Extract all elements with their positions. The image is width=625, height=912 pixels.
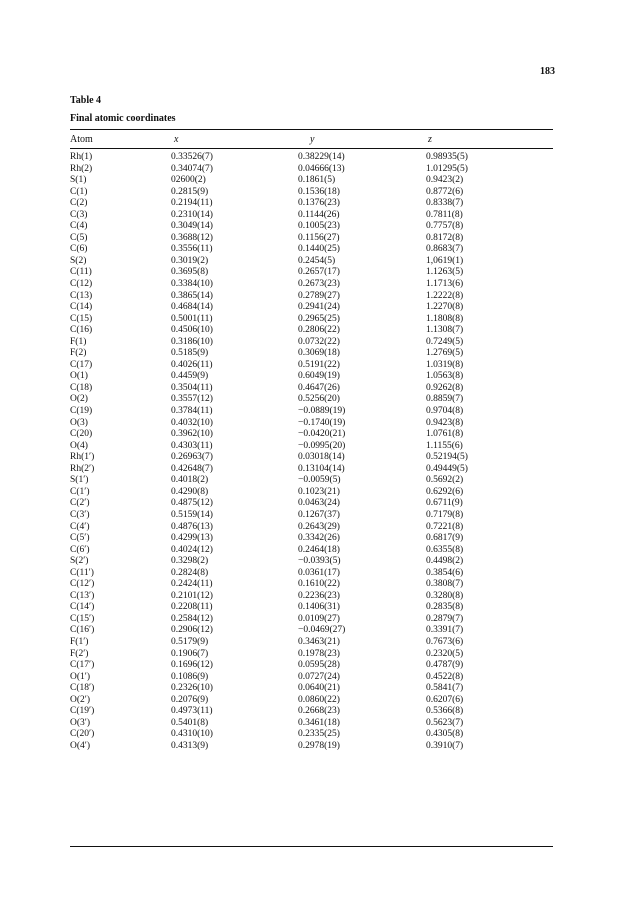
y-cell: 0.2657(17) [298, 267, 340, 278]
table-top-rule [70, 129, 553, 130]
y-cell: 0.3463(21) [298, 636, 340, 647]
atom-cell: Rh(2) [70, 163, 93, 174]
table-row [70, 591, 553, 603]
y-cell: 0.3461(18) [298, 717, 340, 728]
y-cell: 0.04666(13) [298, 163, 345, 174]
atom-cell: C(4′) [70, 521, 90, 532]
z-cell: 0.8772(6) [426, 186, 464, 197]
table-header-row [70, 134, 553, 147]
z-cell: 0.9423(2) [426, 175, 464, 186]
x-cell: 0.3504(11) [171, 382, 213, 393]
y-cell: 0.0640(21) [298, 683, 340, 694]
x-cell: 0.3688(12) [171, 232, 213, 243]
y-cell: 0.1440(25) [298, 244, 340, 255]
atom-cell: C(2) [70, 198, 88, 209]
atom-cell: C(6) [70, 244, 88, 255]
table-row [70, 637, 553, 649]
x-cell: 0.4032(10) [171, 417, 213, 428]
atom-cell: C(13) [70, 290, 93, 301]
x-cell: 0.4303(11) [171, 440, 213, 451]
header-x: x [174, 134, 179, 145]
atom-cell: O(1′) [70, 671, 91, 682]
y-cell: 0.2673(23) [298, 279, 340, 290]
atom-cell: C(11′) [70, 567, 94, 578]
y-cell: 0.2941(24) [298, 302, 340, 313]
atom-cell: C(15′) [70, 613, 95, 624]
x-cell: 0.3695(8) [171, 267, 209, 278]
table-row [70, 371, 553, 383]
z-cell: 0.8683(7) [426, 244, 464, 255]
z-cell: 0.7249(5) [426, 336, 464, 347]
x-cell: 0.2424(11) [171, 579, 213, 590]
table-row [70, 429, 553, 441]
z-cell: 0.3280(8) [426, 590, 464, 601]
table-row [70, 394, 553, 406]
atom-cell: C(4) [70, 221, 88, 232]
table-row [70, 256, 553, 268]
y-cell: 0.1267(37) [298, 509, 340, 520]
table-row [70, 383, 553, 395]
x-cell: 0.2815(9) [171, 186, 209, 197]
table-row [70, 279, 553, 291]
x-cell: 0.2310(14) [171, 209, 213, 220]
x-cell: 0.5001(11) [171, 313, 213, 324]
table-row [70, 487, 553, 499]
z-cell: 0.52194(5) [426, 452, 468, 463]
table-row [70, 452, 553, 464]
atom-cell: Rh(1′) [70, 452, 95, 463]
table-row [70, 568, 553, 580]
z-cell: 1.1308(7) [426, 325, 464, 336]
atom-cell: C(6′) [70, 544, 90, 555]
y-cell: 0.3342(26) [298, 533, 340, 544]
z-cell: 1.2270(8) [426, 302, 464, 313]
atom-cell: C(16′) [70, 625, 95, 636]
x-cell: 0.4018(2) [171, 475, 209, 486]
table-row [70, 683, 553, 695]
z-cell: 0.98935(5) [426, 152, 468, 162]
x-cell: 0.3784(11) [171, 406, 213, 417]
z-cell: 0.2879(7) [426, 613, 464, 624]
x-cell: 0.2326(10) [171, 683, 213, 694]
z-cell: 0.8338(7) [426, 198, 464, 209]
y-cell: 0.2643(29) [298, 521, 340, 532]
table-row [70, 418, 553, 430]
atom-cell: O(4) [70, 440, 88, 451]
y-cell: 0.1536(18) [298, 186, 340, 197]
z-cell: 0.8859(7) [426, 394, 464, 405]
table-row [70, 718, 553, 730]
x-cell: 0.3384(10) [171, 279, 213, 290]
x-cell: 0.3865(14) [171, 290, 213, 301]
z-cell: 0.49449(5) [426, 463, 468, 474]
table-row [70, 475, 553, 487]
y-cell: 0.0860(22) [298, 694, 340, 705]
y-cell: −0.0393(5) [298, 556, 341, 567]
table-row [70, 522, 553, 534]
atom-cell: O(1) [70, 371, 88, 382]
z-cell: 0.9262(8) [426, 382, 464, 393]
z-cell: 0.5692(2) [426, 475, 464, 486]
y-cell: 0.3069(18) [298, 348, 340, 359]
z-cell: 1.2769(5) [426, 348, 464, 359]
header-y: y [310, 134, 315, 145]
atom-cell: C(5) [70, 232, 88, 243]
z-cell: 1.1155(6) [426, 440, 463, 451]
z-cell: 0.7673(6) [426, 636, 464, 647]
z-cell: 1.1808(8) [426, 313, 464, 324]
atom-cell: C(3) [70, 209, 88, 220]
y-cell: 0.1144(26) [298, 209, 340, 220]
y-cell: −0.0889(19) [298, 406, 346, 417]
y-cell: 0.0361(17) [298, 567, 340, 578]
x-cell: 0.3557(12) [171, 394, 213, 405]
y-cell: 0.38229(14) [298, 152, 345, 162]
table-row [70, 649, 553, 661]
atom-cell: O(3′) [70, 717, 91, 728]
table-row [70, 267, 553, 279]
x-cell: 0.2194(11) [171, 198, 213, 209]
x-cell: 0.34074(7) [171, 163, 213, 174]
z-cell: 0.3808(7) [426, 579, 464, 590]
atom-cell: C(18) [70, 382, 93, 393]
y-cell: 0.03018(14) [298, 452, 345, 463]
z-cell: 0.9423(8) [426, 417, 464, 428]
atom-cell: S(1) [70, 175, 87, 186]
atom-cell: O(2) [70, 394, 88, 405]
y-cell: −0.0995(20) [298, 440, 346, 451]
z-cell: 0.2835(8) [426, 602, 464, 613]
table-row [70, 625, 553, 637]
table-label: Table 4 [70, 95, 102, 106]
table-row [70, 672, 553, 684]
atom-cell: O(2′) [70, 694, 91, 705]
z-cell: 1.1713(6) [426, 279, 464, 290]
x-cell: 0.5185(9) [171, 348, 209, 359]
y-cell: 0.0727(24) [298, 671, 340, 682]
z-cell: 1.01295(5) [426, 163, 468, 174]
table-row [70, 360, 553, 372]
y-cell: 0.1023(21) [298, 486, 340, 497]
atom-cell: Rh(1) [70, 152, 93, 162]
atom-cell: C(16) [70, 325, 93, 336]
z-cell: 0.3854(6) [426, 567, 464, 578]
z-cell: 0.5841(7) [426, 683, 464, 694]
z-cell: 1.0761(8) [426, 429, 464, 440]
atom-cell: C(5′) [70, 533, 90, 544]
y-cell: 0.1406(31) [298, 602, 340, 613]
x-cell: 0.1906(7) [171, 648, 209, 659]
table-row [70, 291, 553, 303]
y-cell: 0.0109(27) [298, 613, 340, 624]
y-cell: −0.0420(21) [298, 429, 346, 440]
y-cell: −0.1740(19) [298, 417, 346, 428]
y-cell: 0.2806(22) [298, 325, 340, 336]
table-row [70, 660, 553, 672]
x-cell: 0.2824(8) [171, 567, 209, 578]
atom-cell: S(2′) [70, 556, 89, 567]
z-cell: 0.2320(5) [426, 648, 464, 659]
x-cell: 0.33526(7) [171, 152, 213, 162]
header-z: z [428, 134, 432, 145]
z-cell: 1,0619(1) [426, 255, 464, 266]
atom-cell: S(1′) [70, 475, 89, 486]
z-cell: 0.7221(8) [426, 521, 464, 532]
y-cell: 0.1861(5) [298, 175, 336, 186]
x-cell: 0.4290(8) [171, 486, 209, 497]
x-cell: 0.2584(12) [171, 613, 213, 624]
atom-cell: C(19) [70, 406, 93, 417]
atom-cell: C(14) [70, 302, 93, 313]
table-row [70, 614, 553, 626]
table-row [70, 441, 553, 453]
y-cell: −0.0469(27) [298, 625, 346, 636]
z-cell: 0.6711(9) [426, 498, 463, 509]
table-row [70, 741, 553, 753]
x-cell: 0.26963(7) [171, 452, 213, 463]
atom-cell: Rh(2′) [70, 463, 95, 474]
y-cell: 0.2236(23) [298, 590, 340, 601]
x-cell: 0.4313(9) [171, 740, 209, 751]
header-atom: Atom [70, 134, 93, 145]
x-cell: 0.2076(9) [171, 694, 209, 705]
x-cell: 0.5159(14) [171, 509, 213, 520]
y-cell: 0.4647(26) [298, 382, 340, 393]
table-row [70, 602, 553, 614]
atom-cell: C(15) [70, 313, 93, 324]
z-cell: 0.6355(8) [426, 544, 464, 555]
x-cell: 0.3049(14) [171, 221, 213, 232]
z-cell: 0.6817(9) [426, 533, 464, 544]
atom-cell: C(18′) [70, 683, 95, 694]
table-row [70, 695, 553, 707]
atom-cell: C(19′) [70, 706, 95, 717]
z-cell: 0.7757(8) [426, 221, 464, 232]
x-cell: 0.4684(14) [171, 302, 213, 313]
z-cell: 0.6207(6) [426, 694, 464, 705]
atom-cell: C(1) [70, 186, 88, 197]
y-cell: 0.1610(22) [298, 579, 340, 590]
z-cell: 0.4305(8) [426, 729, 464, 740]
table-row [70, 325, 553, 337]
table-row [70, 498, 553, 510]
y-cell: 0.2789(27) [298, 290, 340, 301]
x-cell: 0.4876(13) [171, 521, 213, 532]
atom-cell: C(17) [70, 359, 93, 370]
z-cell: 0.4522(8) [426, 671, 464, 682]
table-row [70, 221, 553, 233]
atom-cell: C(17′) [70, 660, 95, 671]
x-cell: 0.4506(10) [171, 325, 213, 336]
atom-cell: C(20) [70, 429, 93, 440]
x-cell: 0.3186(10) [171, 336, 213, 347]
table-row [70, 579, 553, 591]
z-cell: 0.7811(8) [426, 209, 463, 220]
atom-cell: C(12′) [70, 579, 95, 590]
atom-cell: O(4′) [70, 740, 91, 751]
table-row [70, 729, 553, 741]
atom-cell: C(12) [70, 279, 93, 290]
atom-cell: C(11) [70, 267, 92, 278]
table-bottom-rule [70, 846, 553, 847]
y-cell: 0.0732(22) [298, 336, 340, 347]
x-cell: 0.3962(10) [171, 429, 213, 440]
x-cell: 0.4875(12) [171, 498, 213, 509]
table-row [70, 244, 553, 256]
x-cell: 0.2101(12) [171, 590, 213, 601]
x-cell: 0.3298(2) [171, 556, 209, 567]
y-cell: 0.2978(19) [298, 740, 340, 751]
table-row [70, 198, 553, 210]
atom-cell: C(14′) [70, 602, 95, 613]
table-row [70, 164, 553, 176]
z-cell: 1.2222(8) [426, 290, 464, 301]
z-cell: 0.4498(2) [426, 556, 464, 567]
x-cell: 0.5401(8) [171, 717, 209, 728]
table-row [70, 464, 553, 476]
table-row [70, 152, 553, 164]
y-cell: 0.2965(25) [298, 313, 340, 324]
y-cell: 0.1978(23) [298, 648, 340, 659]
table-row [70, 187, 553, 199]
table-row [70, 302, 553, 314]
atom-cell: O(3) [70, 417, 88, 428]
y-cell: 0.1376(23) [298, 198, 340, 209]
x-cell: 0.4299(13) [171, 533, 213, 544]
page-number: 183 [540, 66, 555, 77]
x-cell: 0.5179(9) [171, 636, 209, 647]
z-cell: 1.0319(8) [426, 359, 464, 370]
atom-cell: C(1′) [70, 486, 90, 497]
atom-cell: F(1) [70, 336, 87, 347]
table-row [70, 210, 553, 222]
table-row [70, 510, 553, 522]
y-cell: 0.0595(28) [298, 660, 340, 671]
atom-cell: F(2) [70, 348, 87, 359]
x-cell: 0.3556(11) [171, 244, 213, 255]
z-cell: 0.5623(7) [426, 717, 464, 728]
atom-cell: F(2′) [70, 648, 89, 659]
table-caption: Final atomic coordinates [70, 113, 176, 124]
table-row [70, 348, 553, 360]
table-row [70, 545, 553, 557]
y-cell: 0.0463(24) [298, 498, 340, 509]
atom-cell: C(2′) [70, 498, 90, 509]
atom-cell: C(20′) [70, 729, 95, 740]
z-cell: 0.3391(7) [426, 625, 464, 636]
table-row [70, 406, 553, 418]
x-cell: 0.3019(2) [171, 255, 209, 266]
atom-cell: F(1′) [70, 636, 89, 647]
z-cell: 0.5366(8) [426, 706, 464, 717]
x-cell: 02600(2) [171, 175, 206, 186]
x-cell: 0.4026(11) [171, 359, 213, 370]
atom-cell: C(13′) [70, 590, 95, 601]
z-cell: 0.8172(8) [426, 232, 464, 243]
z-cell: 1.1263(5) [426, 267, 464, 278]
x-cell: 0.2208(11) [171, 602, 213, 613]
table-row [70, 233, 553, 245]
y-cell: 0.2464(18) [298, 544, 340, 555]
x-cell: 0.1696(12) [171, 660, 213, 671]
z-cell: 1.0563(8) [426, 371, 464, 382]
z-cell: 0.4787(9) [426, 660, 464, 671]
table-header-rule [70, 148, 553, 149]
x-cell: 0.4973(11) [171, 706, 213, 717]
table-body [70, 152, 553, 752]
y-cell: 0.5256(20) [298, 394, 340, 405]
x-cell: 0.42648(7) [171, 463, 213, 474]
x-cell: 0.4459(9) [171, 371, 209, 382]
table-row [70, 533, 553, 545]
x-cell: 0.4310(10) [171, 729, 213, 740]
x-cell: 0.1086(9) [171, 671, 209, 682]
table-row [70, 337, 553, 349]
y-cell: 0.2668(23) [298, 706, 340, 717]
x-cell: 0.4024(12) [171, 544, 213, 555]
y-cell: 0.2454(5) [298, 255, 336, 266]
y-cell: −0.0059(5) [298, 475, 341, 486]
atom-cell: S(2) [70, 255, 87, 266]
y-cell: 0.5191(22) [298, 359, 340, 370]
atom-cell: C(3′) [70, 509, 90, 520]
z-cell: 0.3910(7) [426, 740, 464, 751]
y-cell: 0.6049(19) [298, 371, 340, 382]
y-cell: 0.1156(27) [298, 232, 340, 243]
table-row [70, 314, 553, 326]
z-cell: 0.7179(8) [426, 509, 464, 520]
y-cell: 0.13104(14) [298, 463, 345, 474]
y-cell: 0.2335(25) [298, 729, 340, 740]
z-cell: 0.9704(8) [426, 406, 464, 417]
table-row [70, 706, 553, 718]
x-cell: 0.2906(12) [171, 625, 213, 636]
table-row [70, 175, 553, 187]
z-cell: 0.6292(6) [426, 486, 464, 497]
y-cell: 0.1005(23) [298, 221, 340, 232]
table-row [70, 556, 553, 568]
